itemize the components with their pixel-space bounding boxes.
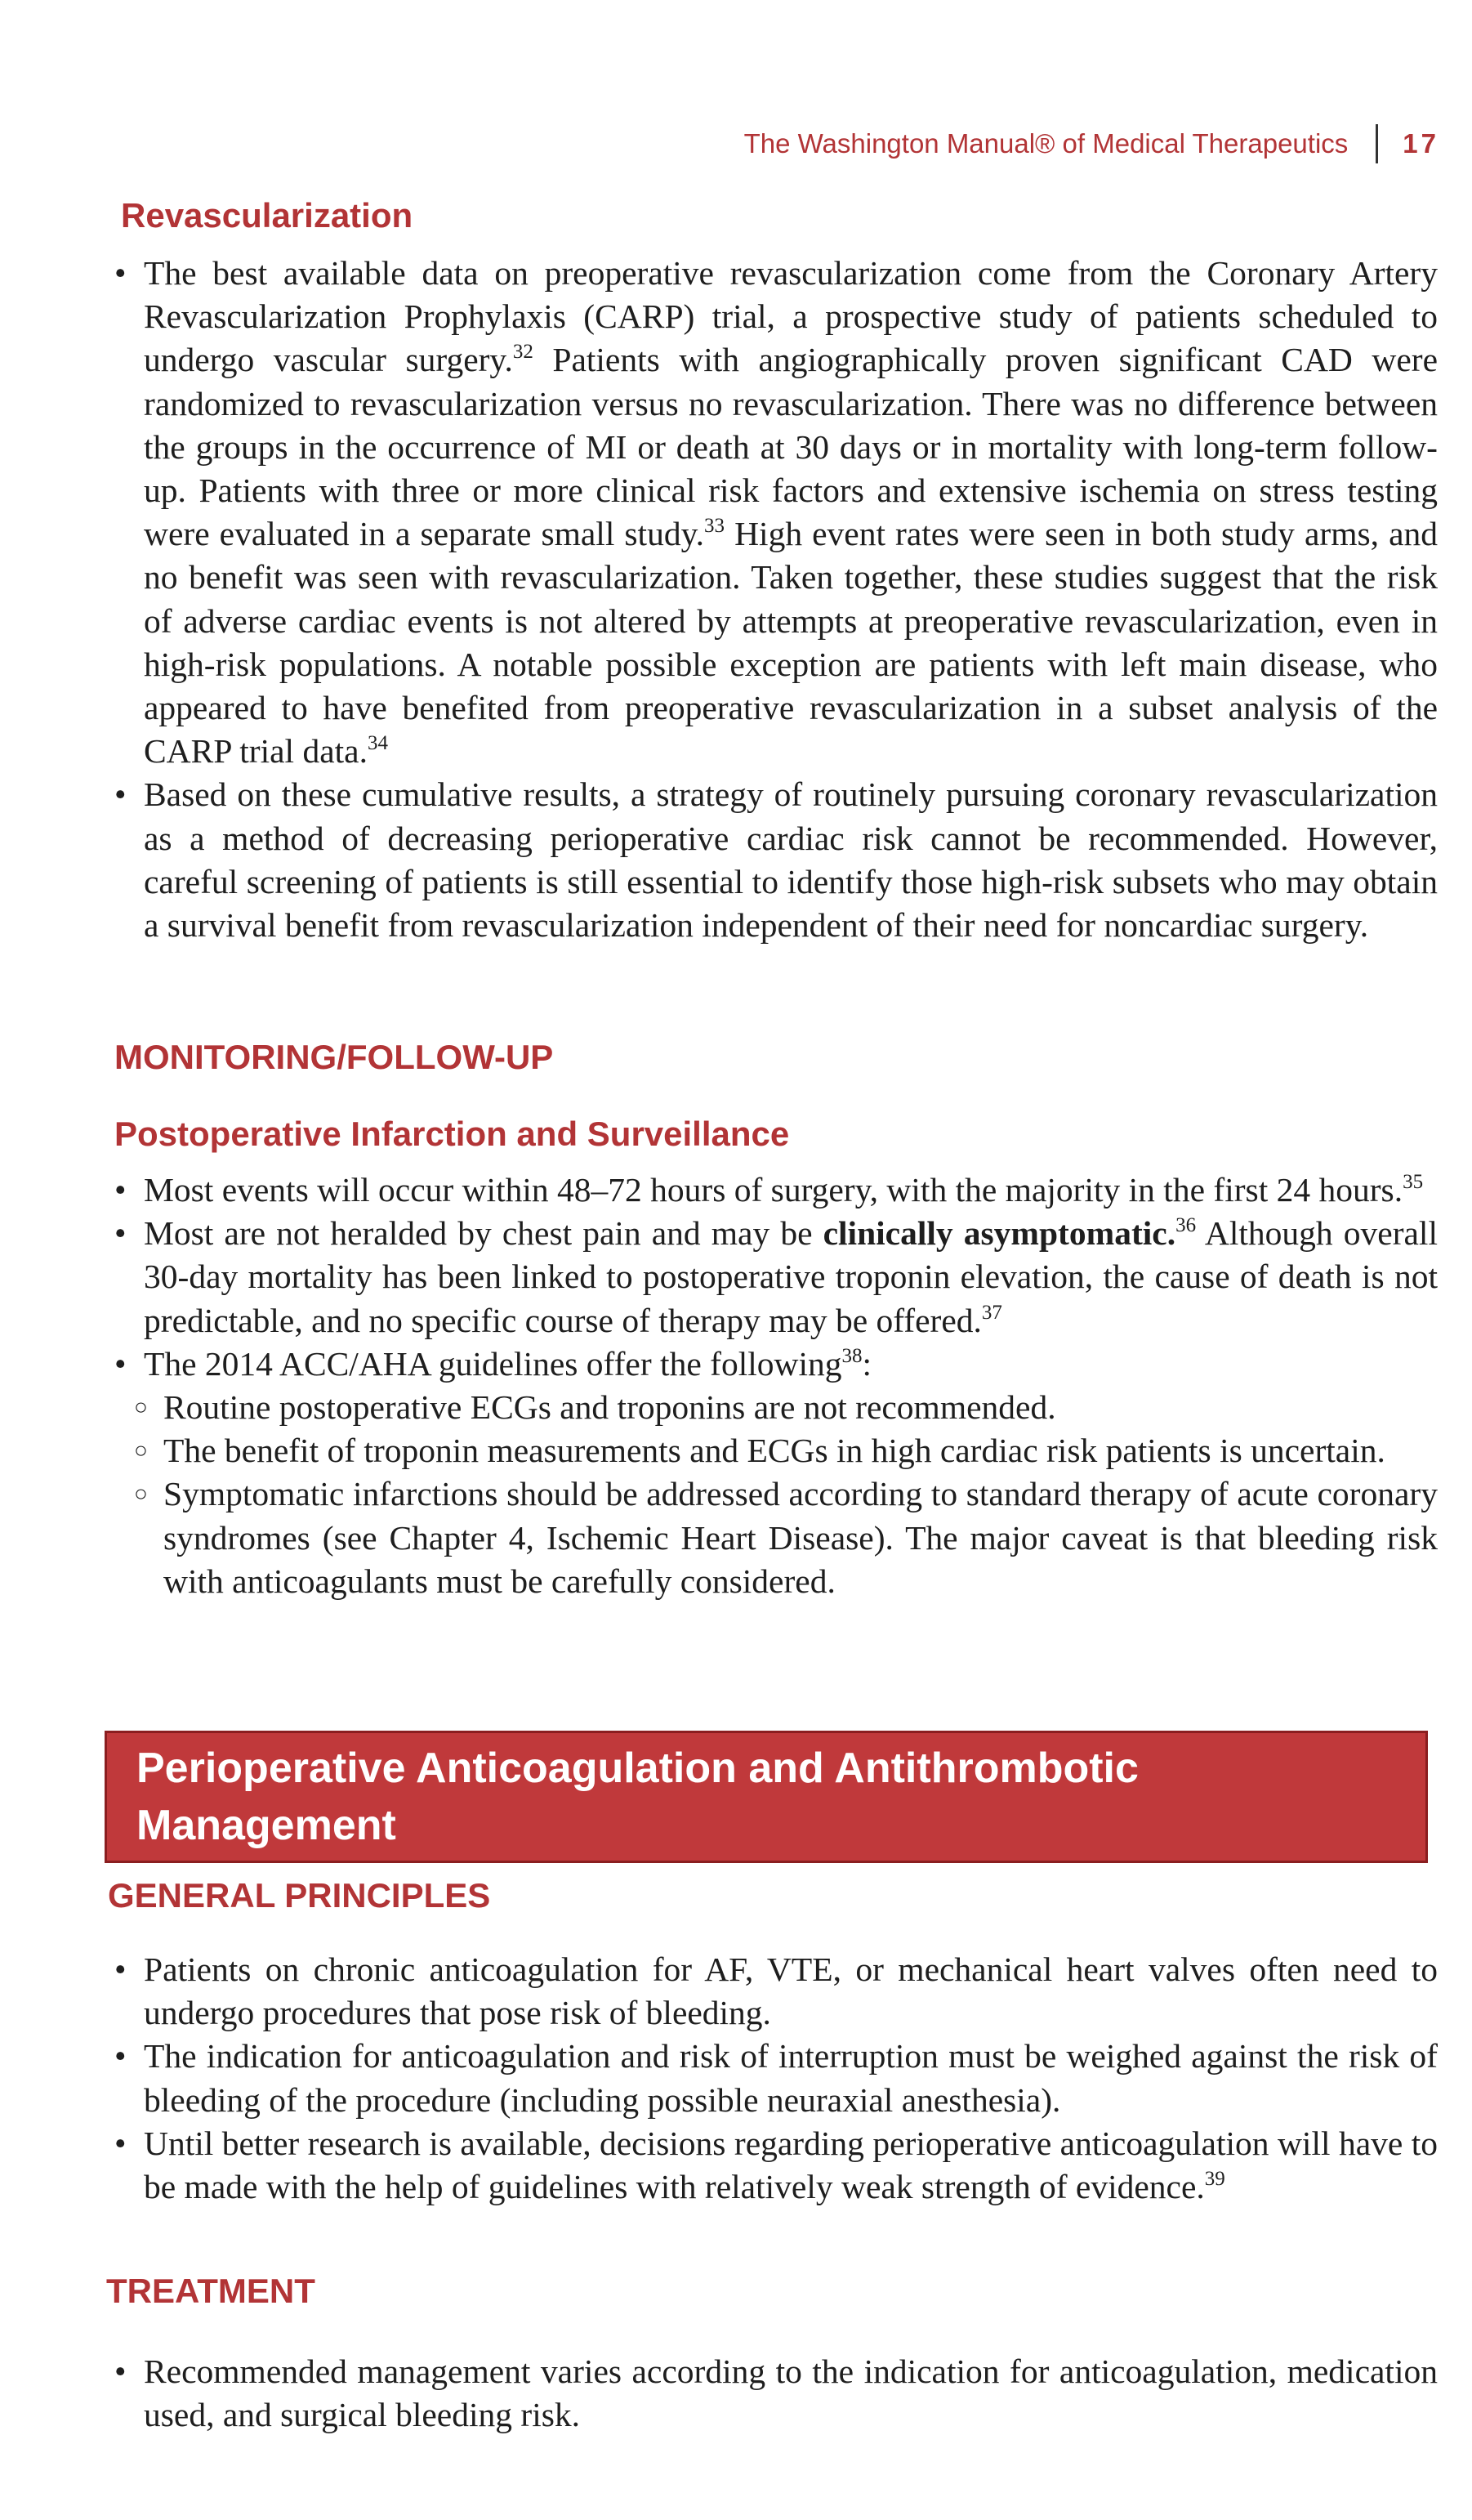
chapter-section-banner [105, 1731, 1428, 1863]
general-principles-heading: GENERAL PRINCIPLES [108, 1876, 491, 1915]
postoperative-infarction-heading: Postoperative Infarction and Surveillance [114, 1115, 790, 1153]
treatment-heading: TREATMENT [106, 2272, 315, 2310]
monitoring-bullet-2: • Most are not heralded by chest pain and may be clinically asymptomatic.$^{36}$ Although overall 30-day mortality has been linked to postoperative troponin elevation, the cause of death is not predictable, and no specific course of therapy may be offered.$^{37}$ [114, 1212, 1438, 1343]
monitoring-heading: MONITORING/FOLLOW-UP [114, 1038, 554, 1076]
guideline-subitem-1: ○ Routine postoperative ECGs and troponins are not recommended. [114, 1386, 1438, 1429]
running-head-title: The Washington Manual® of Medical Therapeutics [743, 128, 1349, 159]
general-bullet-1: • Patients on chronic anticoagulation for AF, VTE, or mechanical heart valves often need to undergo procedures that pose risk of bleeding. [114, 1948, 1438, 2035]
revascularization-heading: Revascularization [121, 196, 413, 235]
general-principles-section [114, 1948, 1438, 2209]
general-bullet-2: • The indication for anticoagulation and risk of interruption must be weighed against the risk of bleeding of the procedure (including possible neuraxial anesthesia). [114, 2035, 1438, 2121]
reference-35: 35 [1403, 1171, 1424, 1193]
reference-33: 33 [704, 515, 725, 538]
clinically-asymptomatic-emphasis: clinically asymptomatic. [823, 1214, 1176, 1253]
revascularization-section [114, 252, 1438, 947]
reference-34: 34 [367, 732, 388, 755]
banner-title-line-2: Management [136, 1802, 396, 1849]
banner-title-line-1: Perioperative Anticoagulation and Antithrombotic [136, 1745, 1139, 1792]
running-head [744, 124, 1439, 163]
reference-38: 38 [841, 1344, 863, 1367]
guideline-subitem-2: ○ The benefit of troponin measurements and ECGs in high cardiac risk patients is uncertain. [114, 1429, 1438, 1472]
revasc-bullet-1: • The best available data on preoperative revascularization come from the Coronary Artery Revascularization Prophylaxis (CARP) trial, a prospective study of patients scheduled to undergo vascular surgery.$^{32}$ Patients with angiographically proven significant CAD were randomized to revascularization versus no revascularization. There was no difference between the groups in the occurrence of MI or death at 30 days or in mortality with long-term follow-up. Patients with three or more clinical risk factors and extensive ischemia on stress testing were evaluated in a separate small study.$^{33}$ High event rates were seen in both study arms, and no benefit was seen with revascularization. Taken together, these studies suggest that the risk of adverse cardiac events is not altered by attempts at preoperative revascularization, even in high-risk populations. A notable possible exception are patients with left main disease, who appeared to have benefited from preoperative revascularization in a subset analysis of the CARP trial data.$^{34}$ [114, 252, 1438, 773]
reference-37: 37 [981, 1301, 1002, 1324]
treatment-bullet-1: • Recommended management varies according to the indication for anticoagulation, medication used, and surgical bleeding risk. [114, 2350, 1438, 2437]
reference-36: 36 [1175, 1214, 1197, 1237]
reference-32: 32 [512, 341, 533, 364]
monitoring-bullet-1: • Most events will occur within 48–72 hours of surgery, with the majority in the first 24 hours.$^{35}$ [114, 1168, 1438, 1212]
reference-39: 39 [1204, 2168, 1225, 2191]
revasc-bullet-2: • Based on these cumulative results, a strategy of routinely pursuing coronary revascularization as a method of decreasing perioperative cardiac risk cannot be recommended. However, careful screening of patients is still essential to identify those high-risk subsets who may obtain a survival benefit from revascularization independent of their need for noncardiac surgery. [114, 773, 1438, 947]
page-number: 17 [1403, 128, 1439, 159]
monitoring-bullet-3: • The 2014 ACC/AHA guidelines offer the following$^{38}$: [114, 1343, 1438, 1386]
treatment-section [114, 2350, 1438, 2437]
guideline-subitem-3: ○ Symptomatic infarctions should be addressed according to standard therapy of acute coronary syndromes (see Chapter 4, Ischemic Heart Disease). The major caveat is that bleeding risk with anticoagulants must be carefully considered. [114, 1472, 1438, 1603]
running-head-divider [1376, 124, 1378, 163]
monitoring-section [114, 1168, 1438, 1603]
general-bullet-3: • Until better research is available, decisions regarding perioperative anticoagulation will have to be made with the help of guidelines with relatively weak strength of evidence.$^{39}$ [114, 2122, 1438, 2209]
